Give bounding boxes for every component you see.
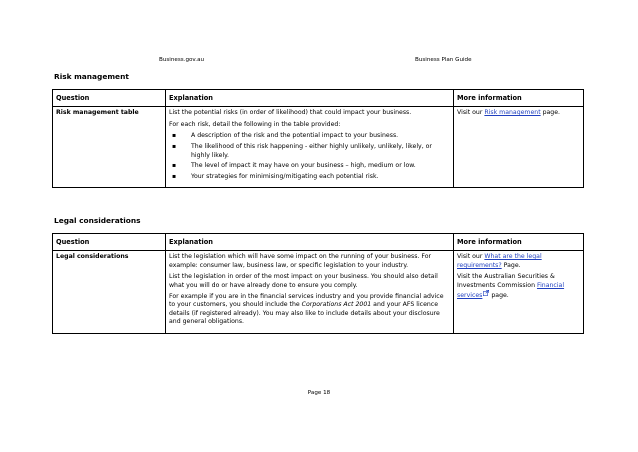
- explanation-paragraph-1: List the legislation which will have some impact on the running of your business. For example: consumer law, business law, or specific legislation to your industry.: [169, 253, 432, 269]
- page-number: Page 18: [307, 390, 331, 396]
- list-item: ▪ A description of the risk and the potential impact to your business.: [169, 132, 450, 140]
- more-info-prefix: Visit the Australian Securities & Investments Commission: [457, 273, 555, 289]
- risk-management-table: [52, 89, 584, 188]
- legal-requirements-link[interactable]: What are the legal requirements?: [457, 253, 542, 269]
- risk-management-heading: Risk management: [54, 72, 129, 81]
- column-header-more-information: More information: [454, 90, 584, 107]
- more-information-cell: [454, 251, 584, 333]
- table-row: [53, 251, 584, 333]
- risk-detail-list: [169, 132, 450, 182]
- paragraph-3-start: For example if you are in the financial services industry and you provide financial advice to your customers, you should include the: [169, 293, 444, 309]
- paragraph-3-end: and your AFS licence details (if registered already). You may also like to include details about your disclosure and general obligations.: [169, 301, 440, 326]
- header-site-name: Business.gov.au: [159, 57, 205, 63]
- column-header-explanation: Explanation: [166, 90, 454, 107]
- list-item: ▪ Your strategies for minimising/mitigating each potential risk.: [169, 173, 450, 181]
- explanation-paragraph-2: List the legislation in order of the most impact on your business. You should also detail what you will do or have already done to ensure you comply.: [169, 273, 438, 289]
- list-item: ▪ The level of impact it may have on your business – high, medium or low.: [169, 162, 450, 170]
- more-info-prefix: Visit our: [457, 253, 485, 261]
- explanation-detail: For each risk, detail the following in the table provided:: [169, 120, 341, 128]
- more-info-legal-requirements: [457, 253, 580, 270]
- explanation-paragraph-3: [169, 293, 450, 327]
- explanation-cell: [166, 107, 454, 188]
- risk-management-link[interactable]: Risk management: [484, 109, 541, 117]
- more-info-suffix: page.: [489, 292, 509, 300]
- explanation-cell: [166, 251, 454, 333]
- list-item: ▪ The likelihood of this risk happening - either highly unlikely, unlikely, likely, or highly likely.: [169, 143, 450, 160]
- table-row: [53, 107, 584, 188]
- more-info-suffix: page.: [540, 109, 561, 117]
- legal-considerations-table: [52, 233, 584, 334]
- more-info-suffix: Page.: [501, 261, 521, 269]
- question-cell: Risk management table: [53, 107, 166, 188]
- header-document-title: Business Plan Guide: [415, 57, 472, 63]
- more-information-cell: [454, 107, 584, 188]
- financial-services-link[interactable]: Financial services: [457, 281, 565, 300]
- legal-considerations-heading: Legal considerations: [54, 216, 141, 225]
- table-header-row: [53, 234, 584, 251]
- question-cell: Legal considerations: [53, 251, 166, 333]
- corporations-act-title: Corporations Act 2001: [301, 301, 372, 309]
- explanation-intro: List the potential risks (in order of likelihood) that could impact your business.: [169, 109, 412, 117]
- column-header-more-information: More information: [454, 234, 584, 251]
- more-info-prefix: Visit our: [457, 109, 485, 117]
- page-header: [0, 57, 638, 67]
- table-header-row: [53, 90, 584, 107]
- column-header-explanation: Explanation: [166, 234, 454, 251]
- column-header-question: Question: [53, 234, 166, 251]
- column-header-question: Question: [53, 90, 166, 107]
- more-info-asic: [457, 273, 580, 300]
